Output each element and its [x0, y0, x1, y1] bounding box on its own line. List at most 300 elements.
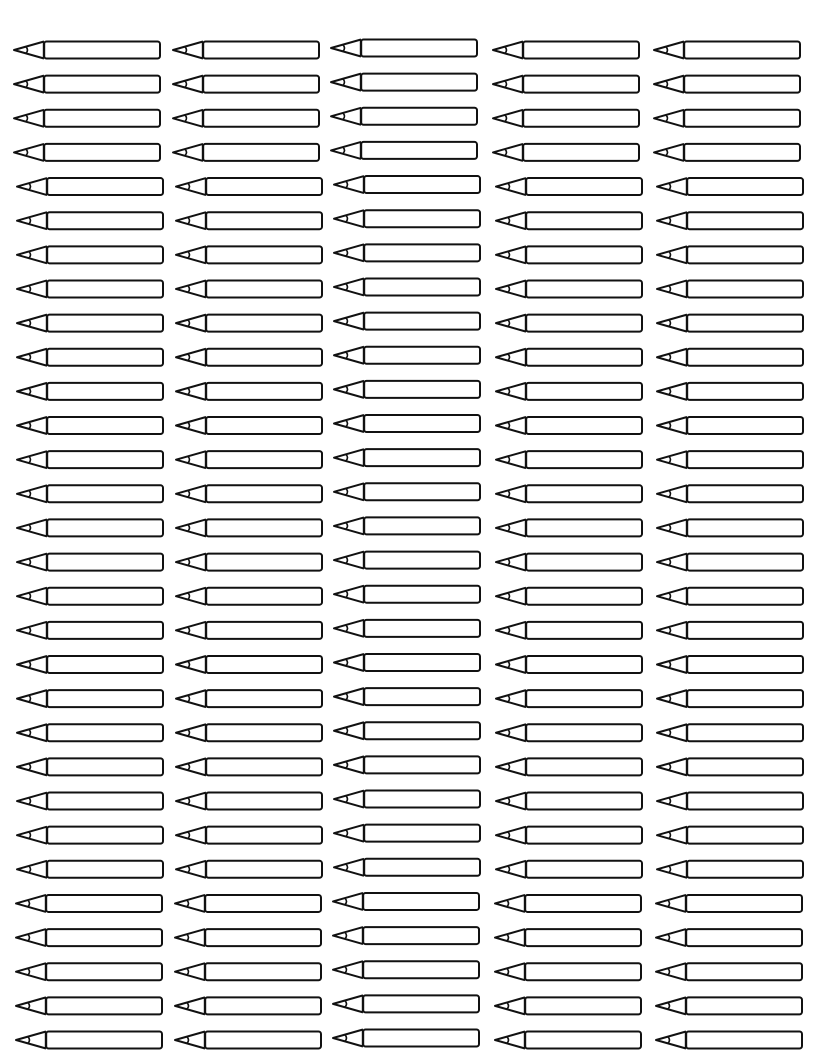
pencil-icon	[14, 42, 160, 59]
pencil-icon	[176, 178, 322, 195]
pencil-icon	[493, 42, 639, 59]
pencil-body	[525, 963, 641, 980]
pencil-icon	[656, 929, 802, 946]
pencil-cone	[176, 485, 206, 502]
pencil-body	[206, 554, 322, 571]
pencil-icon	[496, 178, 642, 195]
pencil-icon	[176, 519, 322, 536]
pencil-body	[47, 417, 163, 434]
pencil-cone	[17, 724, 47, 741]
pencil-icon	[334, 313, 480, 330]
pencil-body	[206, 417, 322, 434]
pencil-cone	[333, 927, 363, 944]
pencil-body	[44, 76, 160, 93]
pencil-body	[526, 451, 642, 468]
pencil-icon	[17, 827, 163, 844]
pencil-body	[206, 588, 322, 605]
pencil-cone	[17, 622, 47, 639]
pencil-body	[687, 724, 803, 741]
pencil-body	[206, 485, 322, 502]
pencil-cone	[17, 656, 47, 673]
pencil-cone	[495, 963, 525, 980]
pencil-icon	[17, 212, 163, 229]
pencil-body	[47, 656, 163, 673]
pencil-icon	[334, 210, 480, 227]
pencil-cone	[17, 451, 47, 468]
pencil-cone	[173, 144, 203, 161]
pencil-body	[363, 1030, 479, 1047]
pencil-body	[526, 280, 642, 297]
pencil-body	[47, 451, 163, 468]
pencil-icon	[334, 722, 480, 739]
pencil-cone	[334, 244, 364, 261]
pencil-body	[363, 927, 479, 944]
pencil-icon	[14, 76, 160, 93]
pencil-body	[46, 963, 162, 980]
pencil-icon	[495, 1032, 641, 1049]
pencil-body	[205, 929, 321, 946]
pencil-body	[526, 349, 642, 366]
pencil-cone	[496, 485, 526, 502]
pencil-icon	[176, 690, 322, 707]
pencil-body	[687, 178, 803, 195]
pencil-icon	[657, 212, 803, 229]
pencil-body	[363, 995, 479, 1012]
pencil-cone	[656, 895, 686, 912]
pencil-icon	[17, 758, 163, 775]
pencil-cone	[496, 793, 526, 810]
pencil-body	[205, 963, 321, 980]
pencil-icon	[657, 622, 803, 639]
pencil-cone	[17, 861, 47, 878]
pencil-cone	[657, 349, 687, 366]
pencil-icon	[17, 588, 163, 605]
pencil-body	[44, 42, 160, 59]
pencil-body	[687, 656, 803, 673]
pencil-cone	[334, 654, 364, 671]
pencil-cone	[496, 554, 526, 571]
pencil-icon	[657, 383, 803, 400]
pencil-cone	[334, 791, 364, 808]
pencil-body	[203, 110, 319, 127]
pencil-icon	[495, 963, 641, 980]
pencil-body	[361, 142, 477, 159]
pencil-icon	[176, 724, 322, 741]
pencil-cone	[17, 690, 47, 707]
pencil-body	[364, 278, 480, 295]
pencil-icon	[496, 417, 642, 434]
pencil-body	[47, 622, 163, 639]
pencil-icon	[17, 178, 163, 195]
pencil-cone	[334, 210, 364, 227]
pencil-cone	[16, 963, 46, 980]
pencil-icon	[657, 724, 803, 741]
pencil-cone	[17, 349, 47, 366]
pencil-body	[526, 827, 642, 844]
pencil-body	[361, 74, 477, 91]
pencil-icon	[14, 110, 160, 127]
pencil-cone	[176, 554, 206, 571]
pencil-body	[206, 519, 322, 536]
pencil-icon	[176, 383, 322, 400]
pencil-icon	[176, 315, 322, 332]
pencil-icon	[176, 554, 322, 571]
pencil-cone	[495, 895, 525, 912]
pencil-body	[47, 758, 163, 775]
pencil-cone	[334, 688, 364, 705]
pencil-body	[364, 586, 480, 603]
pencil-body	[44, 144, 160, 161]
pencil-body	[523, 76, 639, 93]
pencil-cone	[334, 278, 364, 295]
pencil-icon	[175, 1032, 321, 1049]
pencil-icon	[496, 554, 642, 571]
pencil-icon	[334, 517, 480, 534]
pencil-body	[526, 656, 642, 673]
pencil-cone	[176, 793, 206, 810]
pencil-icon	[176, 656, 322, 673]
pencil-cone	[176, 622, 206, 639]
pencil-cone	[17, 793, 47, 810]
pencil-cone	[173, 110, 203, 127]
pencil-icon	[334, 586, 480, 603]
pencil-cone	[175, 895, 205, 912]
pencil-icon	[176, 280, 322, 297]
pencil-body	[47, 246, 163, 263]
pencil-icon	[657, 793, 803, 810]
pencil-body	[206, 246, 322, 263]
pencil-icon	[176, 485, 322, 502]
pencil-cone	[331, 108, 361, 125]
pencil-body	[205, 1032, 321, 1049]
pencil-body	[526, 758, 642, 775]
pencil-cone	[176, 246, 206, 263]
pencil-icon	[175, 997, 321, 1014]
pencil-body	[687, 212, 803, 229]
pencil-cone	[495, 1032, 525, 1049]
pencil-icon	[657, 827, 803, 844]
pencil-cone	[17, 246, 47, 263]
pencil-body	[364, 688, 480, 705]
pencil-icon	[656, 1032, 802, 1049]
pencil-cone	[176, 690, 206, 707]
pencil-icon	[331, 74, 477, 91]
pencil-cone	[496, 178, 526, 195]
pencil-cone	[331, 142, 361, 159]
pencil-cone	[654, 144, 684, 161]
pencil-cone	[17, 554, 47, 571]
pencil-body	[47, 485, 163, 502]
pencil-icon	[657, 451, 803, 468]
pencil-cone	[656, 963, 686, 980]
pencil-cone	[657, 622, 687, 639]
pencil-icon	[654, 42, 800, 59]
pencil-icon	[496, 724, 642, 741]
pencil-body	[687, 383, 803, 400]
pencil-cone	[17, 383, 47, 400]
pencil-icon	[331, 142, 477, 159]
pencil-cone	[657, 690, 687, 707]
pencil-body	[687, 861, 803, 878]
pencil-body	[364, 449, 480, 466]
pencil-body	[523, 110, 639, 127]
pencil-body	[686, 997, 802, 1014]
pencil-icon	[496, 588, 642, 605]
pencil-icon	[654, 144, 800, 161]
pencil-cone	[331, 40, 361, 57]
pencil-cone	[175, 963, 205, 980]
pencil-icon	[654, 76, 800, 93]
pencil-cone	[334, 756, 364, 773]
pencil-cone	[656, 1032, 686, 1049]
pencil-body	[47, 349, 163, 366]
pencil-cone	[657, 724, 687, 741]
pencil-body	[364, 347, 480, 364]
pencil-body	[687, 451, 803, 468]
pencil-icon	[334, 654, 480, 671]
pencil-body	[364, 244, 480, 261]
pencil-icon	[496, 861, 642, 878]
pencil-cone	[16, 997, 46, 1014]
pencil-icon	[333, 961, 479, 978]
pencil-cone	[334, 313, 364, 330]
pencil-icon	[495, 895, 641, 912]
pencil-cone	[331, 74, 361, 91]
pencil-cone	[334, 483, 364, 500]
pencil-icon	[333, 995, 479, 1012]
pencil-icon	[657, 246, 803, 263]
pencil-body	[364, 859, 480, 876]
pencil-cone	[657, 212, 687, 229]
pencil-body	[526, 212, 642, 229]
pencil-cone	[176, 178, 206, 195]
pencil-cone	[496, 417, 526, 434]
pencil-body	[206, 622, 322, 639]
pencil-cone	[334, 381, 364, 398]
pencil-body	[525, 997, 641, 1014]
pencil-icon	[334, 347, 480, 364]
pencil-icon	[333, 1030, 479, 1047]
pencil-icon	[334, 415, 480, 432]
pencil-icon	[334, 859, 480, 876]
pencil-cone	[657, 861, 687, 878]
pencil-body	[364, 176, 480, 193]
pencil-icon	[173, 144, 319, 161]
pencil-icon	[331, 108, 477, 125]
pencil-cone	[495, 997, 525, 1014]
pencil-icon	[656, 963, 802, 980]
pencil-body	[46, 1032, 162, 1049]
pencil-icon	[17, 417, 163, 434]
pencil-body	[687, 622, 803, 639]
pencil-icon	[334, 483, 480, 500]
pencil-cone	[334, 449, 364, 466]
pencil-body	[47, 861, 163, 878]
pencil-cone	[333, 1030, 363, 1047]
pencil-body	[47, 212, 163, 229]
pencil-icon	[16, 997, 162, 1014]
pencil-body	[364, 654, 480, 671]
pencil-cone	[17, 519, 47, 536]
pencil-cone	[496, 519, 526, 536]
pencil-cone	[496, 246, 526, 263]
pencil-icon	[496, 383, 642, 400]
pencil-body	[684, 76, 800, 93]
pencil-icon	[176, 451, 322, 468]
pencil-body	[47, 724, 163, 741]
pencil-icon	[17, 280, 163, 297]
pencil-body	[526, 724, 642, 741]
pencil-icon	[334, 620, 480, 637]
pencil-cone	[657, 793, 687, 810]
pencil-icon	[16, 895, 162, 912]
pencil-icon	[496, 519, 642, 536]
pencil-cone	[496, 588, 526, 605]
pencil-cone	[657, 246, 687, 263]
pencil-body	[526, 246, 642, 263]
pencil-icon	[176, 758, 322, 775]
pencil-body	[687, 519, 803, 536]
pencil-cone	[175, 929, 205, 946]
pencil-icon	[496, 827, 642, 844]
pencil-icon	[333, 893, 479, 910]
pencil-cone	[176, 280, 206, 297]
pencil-body	[526, 417, 642, 434]
pencil-cone	[173, 42, 203, 59]
pencil-icon	[657, 690, 803, 707]
pencil-body	[523, 42, 639, 59]
pencil-cone	[176, 656, 206, 673]
pencil-icon	[17, 246, 163, 263]
pencil-icon	[176, 212, 322, 229]
pencil-icon	[175, 929, 321, 946]
pencil-body	[687, 485, 803, 502]
pencil-body	[525, 929, 641, 946]
pencil-body	[364, 210, 480, 227]
pencil-icon	[334, 825, 480, 842]
pencil-cone	[334, 859, 364, 876]
pencil-body	[47, 588, 163, 605]
pencil-body	[686, 963, 802, 980]
pencil-cone	[496, 315, 526, 332]
pencil-icon	[496, 212, 642, 229]
pencil-body	[364, 517, 480, 534]
pencil-body	[47, 178, 163, 195]
pencil-cone	[656, 997, 686, 1014]
pencil-body	[526, 485, 642, 502]
pencil-icon	[176, 827, 322, 844]
pencil-icon	[17, 519, 163, 536]
pencil-cone	[496, 861, 526, 878]
pencil-body	[687, 793, 803, 810]
pencil-cone	[17, 417, 47, 434]
pencil-body	[525, 895, 641, 912]
pencil-icon	[334, 688, 480, 705]
pencil-body	[47, 315, 163, 332]
pencil-icon	[176, 622, 322, 639]
pencil-cone	[657, 519, 687, 536]
pencil-cone	[176, 315, 206, 332]
pencil-cone	[333, 995, 363, 1012]
pencil-icon	[17, 622, 163, 639]
pencil-icon	[657, 861, 803, 878]
pencil-icon	[656, 895, 802, 912]
pencil-body	[47, 519, 163, 536]
pencil-icon	[334, 449, 480, 466]
pencil-icon	[173, 76, 319, 93]
pencil-cone	[493, 76, 523, 93]
pencil-cone	[16, 1032, 46, 1049]
pencil-icon	[657, 417, 803, 434]
pencil-cone	[333, 893, 363, 910]
pencil-icon	[16, 963, 162, 980]
pencil-body	[47, 793, 163, 810]
pencil-body	[523, 144, 639, 161]
pencil-cone	[17, 212, 47, 229]
pencil-cone	[496, 349, 526, 366]
pencil-icon	[493, 144, 639, 161]
pencil-icon	[17, 793, 163, 810]
pencil-cone	[657, 485, 687, 502]
pencil-body	[203, 144, 319, 161]
pencil-cone	[657, 554, 687, 571]
pencil-body	[203, 42, 319, 59]
pencil-body	[526, 519, 642, 536]
pencil-icon	[496, 246, 642, 263]
pencil-cone	[176, 451, 206, 468]
pencil-cone	[334, 586, 364, 603]
pencil-body	[687, 588, 803, 605]
pencil-body	[206, 349, 322, 366]
pencil-icon	[334, 278, 480, 295]
pencil-icon	[14, 144, 160, 161]
pencil-icon	[176, 861, 322, 878]
pencil-cone	[657, 280, 687, 297]
pencil-body	[364, 381, 480, 398]
pencil-icon	[495, 997, 641, 1014]
pencil-cone	[334, 176, 364, 193]
pencil-cone	[176, 417, 206, 434]
pencil-body	[526, 315, 642, 332]
pencil-cone	[334, 347, 364, 364]
pencil-icon	[331, 40, 477, 57]
pencil-cone	[334, 825, 364, 842]
pencil-icon	[496, 656, 642, 673]
pencil-cone	[334, 620, 364, 637]
pencil-cone	[176, 588, 206, 605]
pencil-cone	[17, 178, 47, 195]
pencil-body	[205, 895, 321, 912]
pencil-icon	[657, 588, 803, 605]
pencil-body	[46, 895, 162, 912]
pencil-icon	[657, 315, 803, 332]
pencil-icon	[17, 690, 163, 707]
pencil-icon	[16, 1032, 162, 1049]
pencil-cone	[657, 417, 687, 434]
pencil-body	[686, 895, 802, 912]
pencil-cone	[495, 929, 525, 946]
pencil-icon	[496, 280, 642, 297]
pencil-body	[526, 554, 642, 571]
pencil-body	[203, 76, 319, 93]
pencil-icon	[657, 656, 803, 673]
pencil-icon	[496, 690, 642, 707]
pencil-body	[44, 110, 160, 127]
pencil-icon	[17, 383, 163, 400]
pencil-icon	[657, 178, 803, 195]
pencil-cone	[17, 588, 47, 605]
pencil-cone	[176, 349, 206, 366]
